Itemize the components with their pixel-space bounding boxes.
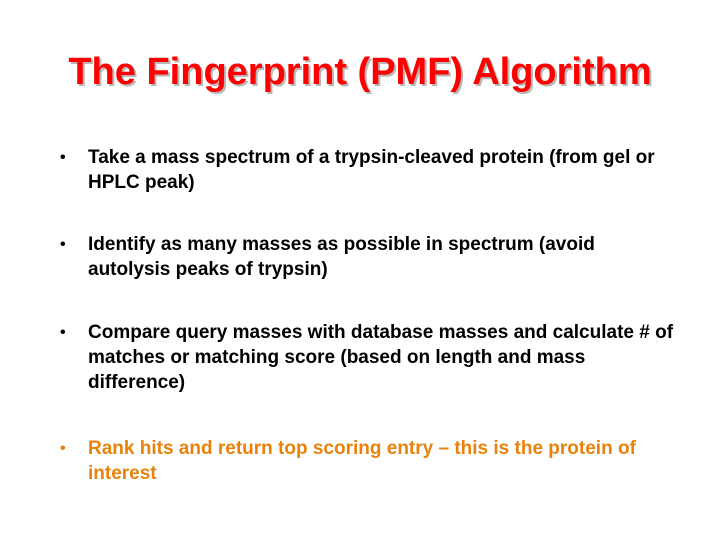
- bullet-item-3: [60, 320, 680, 395]
- bullet-item-4: [60, 436, 680, 486]
- bullet-dot-icon: •: [60, 149, 66, 166]
- bullet-dot-icon: •: [60, 236, 66, 253]
- bullet-text-1: Take a mass spectrum of a trypsin-cleaved protein (from gel or HPLC peak): [88, 147, 655, 193]
- bullet-item-2: [60, 232, 680, 282]
- slide-title: The Fingerprint (PMF) Algorithm: [68, 51, 652, 93]
- bullet-dot-icon: •: [60, 324, 66, 341]
- bullet-item-1: [60, 145, 680, 195]
- bullet-text-2: Identify as many masses as possible in spectrum (avoid autolysis peaks of trypsin): [88, 234, 595, 280]
- bullet-text-4: Rank hits and return top scoring entry – this is the protein of interest: [88, 438, 636, 484]
- bullet-text-3: Compare query masses with database masses and calculate # of matches or matching score (based on length and mass difference): [88, 322, 674, 393]
- bullet-dot-icon: •: [60, 440, 66, 457]
